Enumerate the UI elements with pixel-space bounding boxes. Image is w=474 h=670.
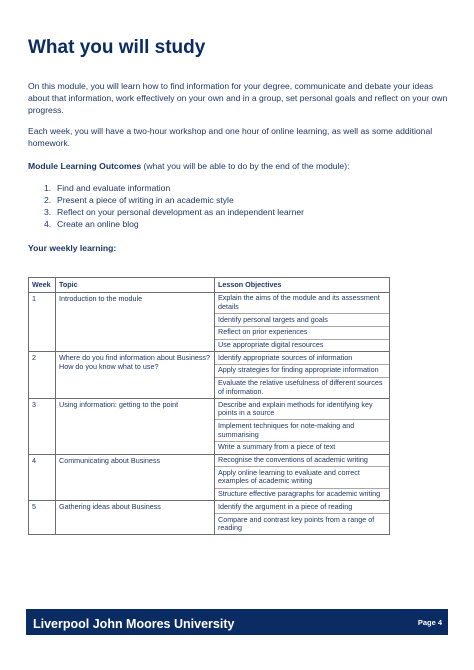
outcomes-list	[44, 182, 304, 230]
objective-item: Identify personal targets and goals	[215, 314, 389, 327]
outcomes-heading-bold: Module Learning Outcomes	[28, 161, 142, 171]
weekly-schedule-table	[28, 277, 390, 535]
objective-item: Reflect on prior experiences	[215, 327, 389, 340]
outcome-number: 4.	[44, 219, 52, 229]
table-row	[29, 292, 390, 352]
outcome-text: Create an online blog	[57, 219, 139, 229]
objectives-cell	[215, 292, 390, 352]
topic-cell: Gathering ideas about Business	[56, 501, 215, 535]
objectives-cell	[215, 454, 390, 501]
week-cell: 5	[29, 501, 56, 535]
objectives-cell	[215, 501, 390, 535]
objective-item: Use appropriate digital resources	[218, 340, 324, 350]
objective-item: Identify the argument in a piece of reading	[215, 501, 389, 514]
header-objectives: Lesson Objectives	[215, 278, 390, 293]
week-cell: 1	[29, 292, 56, 352]
outcomes-heading-suffix: (what you will be able to do by the end of the module):	[141, 161, 350, 171]
outcome-item	[44, 194, 304, 206]
table-body	[29, 292, 390, 535]
topic-cell: Introduction to the module	[56, 292, 215, 352]
objectives-cell	[215, 352, 390, 399]
outcome-text: Present a piece of writing in an academic style	[57, 195, 234, 205]
footer-university: Liverpool John Moores University	[33, 617, 235, 631]
header-week: Week	[29, 278, 56, 293]
objective-item: Write a summary from a piece of text	[218, 442, 336, 452]
page-title: What you will study	[28, 37, 206, 58]
outcome-number: 1.	[44, 183, 52, 193]
objective-item: Identify appropriate sources of information	[215, 352, 389, 365]
objective-item: Compare and contrast key points from a range of reading	[218, 514, 375, 533]
week-cell: 2	[29, 352, 56, 399]
intro-paragraph: On this module, you will learn how to find information for your degree, communicate and debate your ideas about that information, work effectively on your own and in a group, set personal goals and reflect on your own progress.	[28, 81, 448, 116]
outcome-text: Find and evaluate information	[57, 183, 171, 193]
outcome-item	[44, 182, 304, 194]
header-topic: Topic	[56, 278, 215, 293]
topic-cell: Where do you find information about Business? How do you know what to use?	[56, 352, 215, 399]
objective-item: Evaluate the relative usefulness of different sources of information.	[218, 378, 383, 396]
page-number: Page 4	[417, 618, 442, 627]
outcome-text: Reflect on your personal development as an independent learner	[57, 207, 304, 217]
outcome-number: 2.	[44, 195, 52, 205]
objective-item: Describe and explain methods for identifying key points in a source	[215, 399, 389, 420]
weekly-note-paragraph: Each week, you will have a two-hour workshop and one hour of online learning, as well as some additional homework.	[28, 126, 433, 149]
week-cell: 4	[29, 454, 56, 501]
objective-item: Implement techniques for note-making and summarising	[215, 420, 389, 441]
table-row	[29, 454, 390, 501]
table-header-row	[29, 278, 390, 293]
objective-item: Explain the aims of the module and its assessment details	[215, 293, 389, 314]
table-row	[29, 352, 390, 399]
outcome-number: 3.	[44, 207, 52, 217]
objectives-cell	[215, 399, 390, 455]
outcome-item	[44, 218, 304, 230]
topic-cell: Using information: getting to the point	[56, 399, 215, 455]
weekly-learning-heading: Your weekly learning:	[28, 243, 117, 253]
outcomes-heading	[28, 160, 453, 172]
week-cell: 3	[29, 399, 56, 455]
objective-item: Apply online learning to evaluate and correct examples of academic writing	[215, 467, 389, 488]
objective-item: Recognise the conventions of academic writing	[215, 455, 389, 468]
table-row	[29, 501, 390, 535]
topic-cell: Communicating about Business	[56, 454, 215, 501]
objective-item: Apply strategies for finding appropriate information	[215, 365, 389, 378]
objective-item: Structure effective paragraphs for academic writing	[218, 489, 381, 499]
table-row	[29, 399, 390, 455]
outcome-item	[44, 206, 304, 218]
footer-bar	[26, 609, 448, 635]
